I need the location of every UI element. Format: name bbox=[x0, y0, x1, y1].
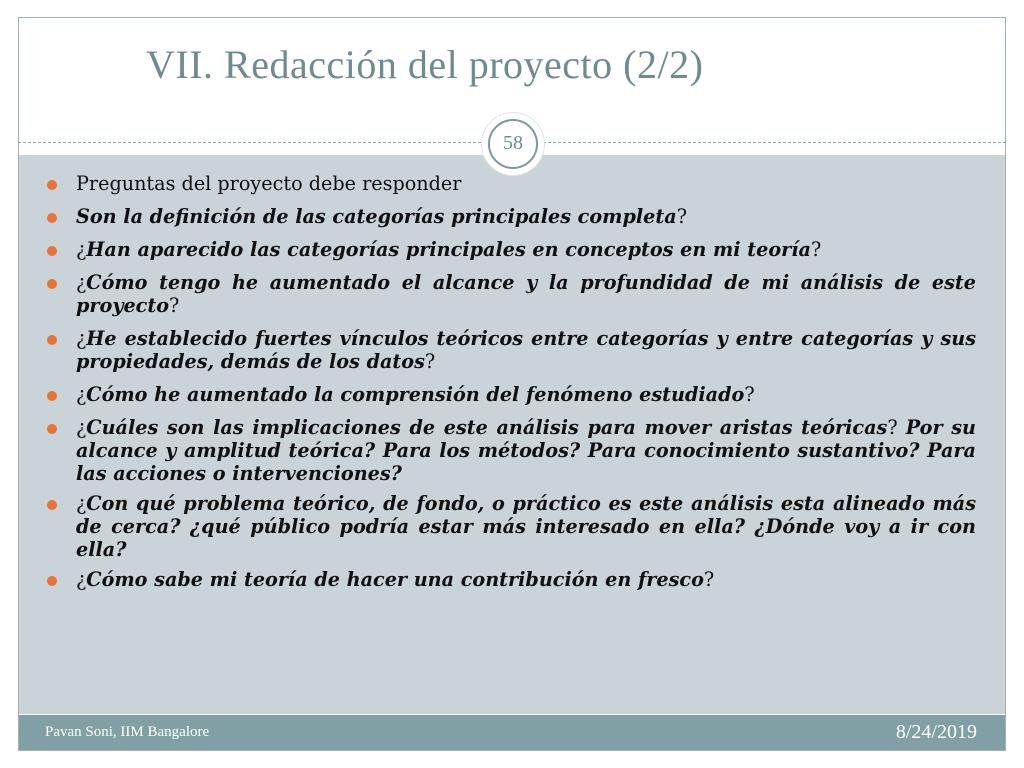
bullet-item bbox=[44, 416, 976, 485]
bullet-dot-icon bbox=[47, 279, 57, 289]
bullet-dot-icon bbox=[47, 180, 57, 190]
bullet-text: ? bbox=[169, 294, 180, 317]
bullet-text: Cómo he aumentado la comprensión del fenómeno estudiado bbox=[86, 383, 745, 406]
bullet-text: ¿ bbox=[76, 271, 87, 294]
bullet-text: ? bbox=[810, 238, 822, 261]
bullet-dot-icon bbox=[47, 576, 57, 586]
bullet-item bbox=[44, 568, 976, 591]
slide-title: VII. Redacción del proyecto (2/2) bbox=[146, 42, 704, 87]
bullet-text: ¿ bbox=[76, 492, 87, 515]
bullet-text: ¿ bbox=[76, 568, 87, 591]
bullet-text: Cuáles son las implicaciones de este análisis para mover aristas teóricas bbox=[86, 416, 888, 439]
bullet-list bbox=[44, 172, 976, 601]
footer-bar bbox=[19, 715, 1005, 750]
bullet-text: Con qué problema teórico, de fondo, o práctico es este análisis esta alineado más de cerca? ¿qué público podría estar más interesado en ella? ¿Dónde voy a ir con ella? bbox=[76, 492, 976, 561]
bullet-item bbox=[44, 271, 976, 317]
bullet-text: Cómo sabe mi teoría de hacer una contribución en fresco bbox=[86, 568, 704, 591]
bullet-text: Han aparecido las categorías principales en conceptos en mi teoría bbox=[86, 238, 811, 261]
bullet-text: Cómo tengo he aumentado el alcance y la profundidad de mi análisis de este proyecto bbox=[76, 271, 976, 317]
bullet-text: ? bbox=[424, 350, 436, 373]
bullet-text: Son la definición de las categorías principales completa bbox=[76, 205, 677, 228]
bullet-item bbox=[44, 383, 976, 406]
bullet-dot-icon bbox=[47, 246, 57, 256]
bullet-text: ¿ bbox=[76, 383, 87, 406]
bullet-text: Preguntas del proyecto debe responder bbox=[76, 172, 462, 195]
bullet-dot-icon bbox=[47, 500, 57, 510]
bullet-text: ? bbox=[676, 205, 687, 228]
bullet-item bbox=[44, 205, 976, 228]
bullet-dot-icon bbox=[47, 424, 57, 434]
bullet-item bbox=[44, 238, 976, 261]
bullet-item bbox=[44, 492, 976, 561]
bullet-text: ? bbox=[887, 416, 906, 439]
bullet-text: ? bbox=[703, 568, 715, 591]
footer-author: Pavan Soni, IIM Bangalore bbox=[45, 724, 210, 740]
bullet-item bbox=[44, 327, 976, 373]
bullet-text: ¿ bbox=[76, 416, 87, 439]
slide-number: 58 bbox=[488, 119, 538, 169]
bullet-text: Por su alcance y amplitud teórica? Para los métodos? Para conocimiento sustantivo? Para las acciones o intervenciones? bbox=[76, 416, 976, 485]
bullet-text: ¿ bbox=[76, 238, 87, 261]
bullet-dot-icon bbox=[47, 391, 57, 401]
bullet-dot-icon bbox=[47, 213, 57, 223]
slide-number-badge bbox=[481, 112, 545, 176]
footer-date: 8/24/2019 bbox=[895, 721, 977, 743]
bullet-text: ¿ bbox=[76, 327, 87, 350]
bullet-dot-icon bbox=[47, 335, 57, 345]
bullet-text: ? bbox=[744, 383, 755, 406]
bullet-text: He establecido fuertes vínculos teóricos entre categorías y entre categorías y sus propiedades, demás de los datos bbox=[76, 327, 976, 373]
